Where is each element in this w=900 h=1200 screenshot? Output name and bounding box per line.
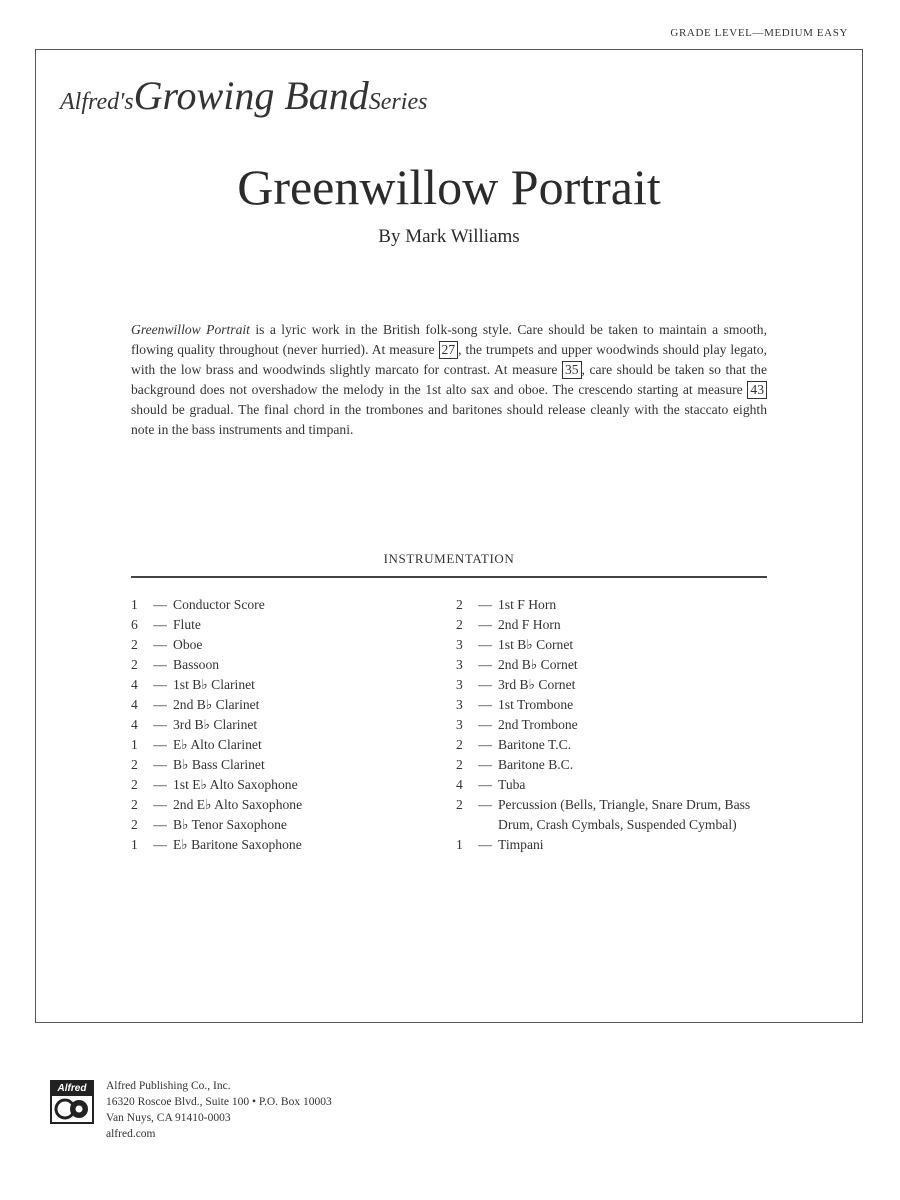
instrument-dash: — xyxy=(478,697,492,712)
series-growing-band: Growing Band xyxy=(133,73,369,118)
instrument-dash: — xyxy=(478,797,492,812)
instrument-row xyxy=(131,795,451,815)
instrument-name: 2nd F Horn xyxy=(498,617,561,632)
alfred-logo-text: Alfred xyxy=(52,1082,92,1096)
instrument-quantity: 2 xyxy=(131,657,138,672)
measure-box-43: 43 xyxy=(747,381,767,399)
series-word: Series xyxy=(368,89,428,115)
instrument-name: Tuba xyxy=(498,777,526,792)
instrument-dash: — xyxy=(153,737,167,752)
instrument-row xyxy=(456,775,776,795)
instrument-row xyxy=(131,595,451,615)
instrument-quantity: 4 xyxy=(131,717,138,732)
instrument-dash: — xyxy=(153,677,167,692)
instrument-row xyxy=(131,655,451,675)
instrument-dash: — xyxy=(153,717,167,732)
instrument-row xyxy=(131,775,451,795)
publisher-info xyxy=(106,1078,332,1142)
notes-work-title: Greenwillow Portrait xyxy=(131,322,250,337)
instrument-row xyxy=(456,635,776,655)
instrument-row xyxy=(131,715,451,735)
instrument-name: B♭ Bass Clarinet xyxy=(173,757,265,772)
series-title xyxy=(60,72,427,119)
instrument-dash: — xyxy=(153,637,167,652)
instrument-row xyxy=(131,755,451,775)
instrument-name: Oboe xyxy=(173,637,203,652)
instrument-quantity: 2 xyxy=(456,737,463,752)
instrument-name: 2nd B♭ Cornet xyxy=(498,657,578,672)
instrument-row xyxy=(131,815,451,835)
instrument-row xyxy=(131,735,451,755)
instrument-quantity: 3 xyxy=(456,677,463,692)
instrument-dash: — xyxy=(153,597,167,612)
instrument-quantity: 1 xyxy=(456,837,463,852)
instrument-name: 1st F Horn xyxy=(498,597,557,612)
instrument-dash: — xyxy=(478,657,492,672)
instrument-name: 2nd B♭ Clarinet xyxy=(173,697,260,712)
instrument-dash: — xyxy=(153,697,167,712)
instrument-dash: — xyxy=(478,617,492,632)
instrument-name: 1st E♭ Alto Saxophone xyxy=(173,777,298,792)
instrument-dash: — xyxy=(153,757,167,772)
instrument-quantity: 1 xyxy=(131,837,138,852)
measure-box-35: 35 xyxy=(562,361,582,379)
instrument-dash: — xyxy=(153,817,167,832)
instrument-row xyxy=(456,755,776,775)
instrument-row xyxy=(131,675,451,695)
instrumentation-rule xyxy=(131,576,767,578)
instrument-quantity: 3 xyxy=(456,657,463,672)
cover-frame xyxy=(35,49,863,1023)
instrumentation-right-column xyxy=(456,595,776,855)
instrument-quantity: 3 xyxy=(456,697,463,712)
instrument-name: 3rd B♭ Cornet xyxy=(498,677,576,692)
instrument-dash: — xyxy=(478,597,492,612)
instrument-name: Timpani xyxy=(498,837,544,852)
instrument-row xyxy=(131,635,451,655)
instrument-row xyxy=(456,655,776,675)
instrument-name: 1st B♭ Clarinet xyxy=(173,677,255,692)
instrument-quantity: 1 xyxy=(131,737,138,752)
instrument-name: Bassoon xyxy=(173,657,220,672)
instrument-name: 2nd Trombone xyxy=(498,717,578,732)
instrument-quantity: 2 xyxy=(456,597,463,612)
instrument-row xyxy=(456,795,776,835)
instrument-row xyxy=(131,695,451,715)
instrument-row xyxy=(456,835,776,855)
instrument-dash: — xyxy=(478,837,492,852)
instrument-dash: — xyxy=(153,837,167,852)
instrument-dash: — xyxy=(153,777,167,792)
instrument-quantity: 1 xyxy=(131,597,138,612)
instrument-dash: — xyxy=(478,717,492,732)
instrument-quantity: 2 xyxy=(131,817,138,832)
instrument-name: Conductor Score xyxy=(173,597,265,612)
instrument-dash: — xyxy=(153,657,167,672)
instrument-dash: — xyxy=(478,777,492,792)
performance-notes xyxy=(131,320,767,440)
instrument-name: E♭ Alto Clarinet xyxy=(173,737,262,752)
instrument-row xyxy=(456,715,776,735)
publisher-address-line2: Van Nuys, CA 91410-0003 xyxy=(106,1112,231,1124)
publisher-name: Alfred Publishing Co., Inc. xyxy=(106,1080,231,1092)
instrument-quantity: 2 xyxy=(456,617,463,632)
instrument-name: Percussion (Bells, Triangle, Snare Drum, Bass Drum, Crash Cymbals, Suspended Cymbal) xyxy=(498,797,751,832)
publisher-website[interactable]: alfred.com xyxy=(106,1128,156,1140)
composer: By Mark Williams xyxy=(378,226,520,247)
instrument-row xyxy=(131,835,451,855)
instrument-name: Baritone B.C. xyxy=(498,757,574,772)
notes-text-2: , the trumpets and upper woodwinds should play legato, with the low brass and woodwinds slightly marcato for contrast. At measure xyxy=(131,342,767,377)
notes-text-4: should be gradual. The final chord in the trombones and baritones should release cleanly with the staccato eighth note in the bass instruments and timpani. xyxy=(131,402,767,437)
series-alfreds: Alfred's xyxy=(60,89,134,115)
instrument-quantity: 4 xyxy=(131,697,138,712)
instrument-dash: — xyxy=(478,677,492,692)
instrument-row xyxy=(456,695,776,715)
instrument-row xyxy=(131,615,451,635)
instrument-row xyxy=(456,595,776,615)
instrumentation-heading: INSTRUMENTATION xyxy=(383,551,515,566)
alfred-logo-mark xyxy=(52,1096,92,1122)
instrument-row xyxy=(456,615,776,635)
piece-title: Greenwillow Portrait xyxy=(237,159,661,215)
instrument-quantity: 3 xyxy=(456,637,463,652)
instrument-quantity: 6 xyxy=(131,617,138,632)
measure-box-27: 27 xyxy=(439,341,459,359)
instrument-quantity: 2 xyxy=(131,777,138,792)
instrument-name: 1st B♭ Cornet xyxy=(498,637,574,652)
instrument-name: 1st Trombone xyxy=(498,697,574,712)
grade-level: GRADE LEVEL—MEDIUM EASY xyxy=(670,27,848,39)
instrument-name: Baritone T.C. xyxy=(498,737,572,752)
instrumentation-left-column xyxy=(131,595,451,855)
instrument-name: 3rd B♭ Clarinet xyxy=(173,717,258,732)
notes-text-3: , care should be taken so that the background does not overshadow the melody in the 1st alto sax and oboe. The crescendo starting at measure xyxy=(131,362,767,397)
instrument-quantity: 4 xyxy=(456,777,463,792)
instrument-row xyxy=(456,735,776,755)
instrument-quantity: 2 xyxy=(131,797,138,812)
instrument-dash: — xyxy=(478,737,492,752)
instrument-quantity: 2 xyxy=(131,757,138,772)
instrument-dash: — xyxy=(478,757,492,772)
instrument-quantity: 2 xyxy=(456,797,463,812)
instrument-quantity: 3 xyxy=(456,717,463,732)
instrument-row xyxy=(456,675,776,695)
instrument-name: Flute xyxy=(173,617,201,632)
publisher-address-line1: 16320 Roscoe Blvd., Suite 100 • P.O. Box 10003 xyxy=(106,1096,332,1108)
notes-text-1: is a lyric work in the British folk-song style. Care should be taken to maintain a smooth, flowing quality throughout (never hurried). At measure xyxy=(131,322,767,357)
alfred-logo xyxy=(50,1080,94,1124)
instrument-name: E♭ Baritone Saxophone xyxy=(173,837,302,852)
instrument-quantity: 4 xyxy=(131,677,138,692)
instrument-dash: — xyxy=(478,637,492,652)
instrument-name: 2nd E♭ Alto Saxophone xyxy=(173,797,303,812)
instrument-quantity: 2 xyxy=(131,637,138,652)
instrument-dash: — xyxy=(153,797,167,812)
instrument-dash: — xyxy=(153,617,167,632)
instrument-quantity: 2 xyxy=(456,757,463,772)
instrument-name: B♭ Tenor Saxophone xyxy=(173,817,287,832)
